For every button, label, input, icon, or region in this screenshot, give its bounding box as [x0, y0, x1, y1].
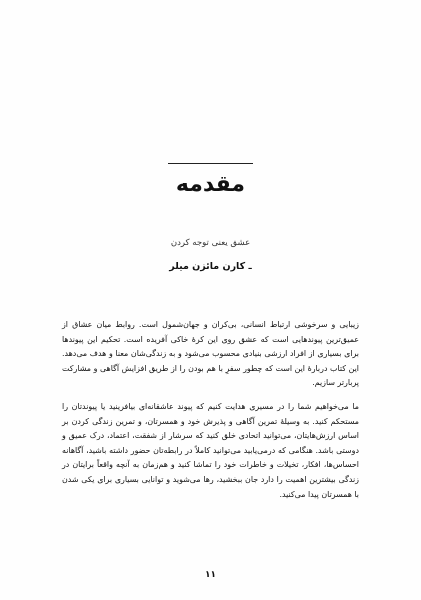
chapter-title: مقدمه: [175, 172, 246, 197]
epigraph-attribution: ـ کارن مائزن میلر: [169, 261, 252, 272]
page-number: ۱۱: [205, 570, 216, 580]
title-rule: [168, 163, 253, 164]
paragraph-1: زیبایی و سرخوشی ارتباط انسانی، بی‌کران و جهان‌شمول است. روابط میان عشاق از عمیق‌ترین پیوندهایی است که عشق روی این کرهٔ خاکی آفریده است. تحکیم این پیوندها برای بسیاری از افراد ارزشی بنیادی محسوب می‌شود و به زندگی‌شان معنا و هدف می‌دهد. این کتاب دربارهٔ این است که چطور سفرِ با هم بودن را از طریق افزایش آگاهی و مشارکت پربارتر سازیم.: [62, 320, 359, 388]
epigraph-quote: عشق یعنی توجه کردن: [170, 238, 251, 248]
body-text: [62, 318, 359, 502]
paragraph-2: ما می‌خواهیم شما را در مسیری هدایت کنیم که پیوند عاشقانه‌ای بیافرینید یا پیوندتان را مستحکم کنید. به وسیلهٔ تمرین آگاهی و پذیرش خود و همسرتان، و تمرین زندگی کردن بر اساس ارزش‌هایتان، می‌توانید اتحادی خلق کنید که سرشار از شفقت، اعتماد، درک عمیق و دوستی باشد. هنگامی که درمی‌یابید می‌توانید کاملاً در رابطه‌تان حضور داشته باشید، آگاهانه احساس‌ها، افکار، تخیلات و خاطرات خود را تماشا کنید و هم‌زمان به آنچه واقعاً برایتان در زندگی بیشترین اهمیت را دارد جان ببخشید، رها می‌شوید و توانایی بسیاری برای یکی شدن با همسرتان پیدا می‌کنید.: [62, 401, 359, 499]
